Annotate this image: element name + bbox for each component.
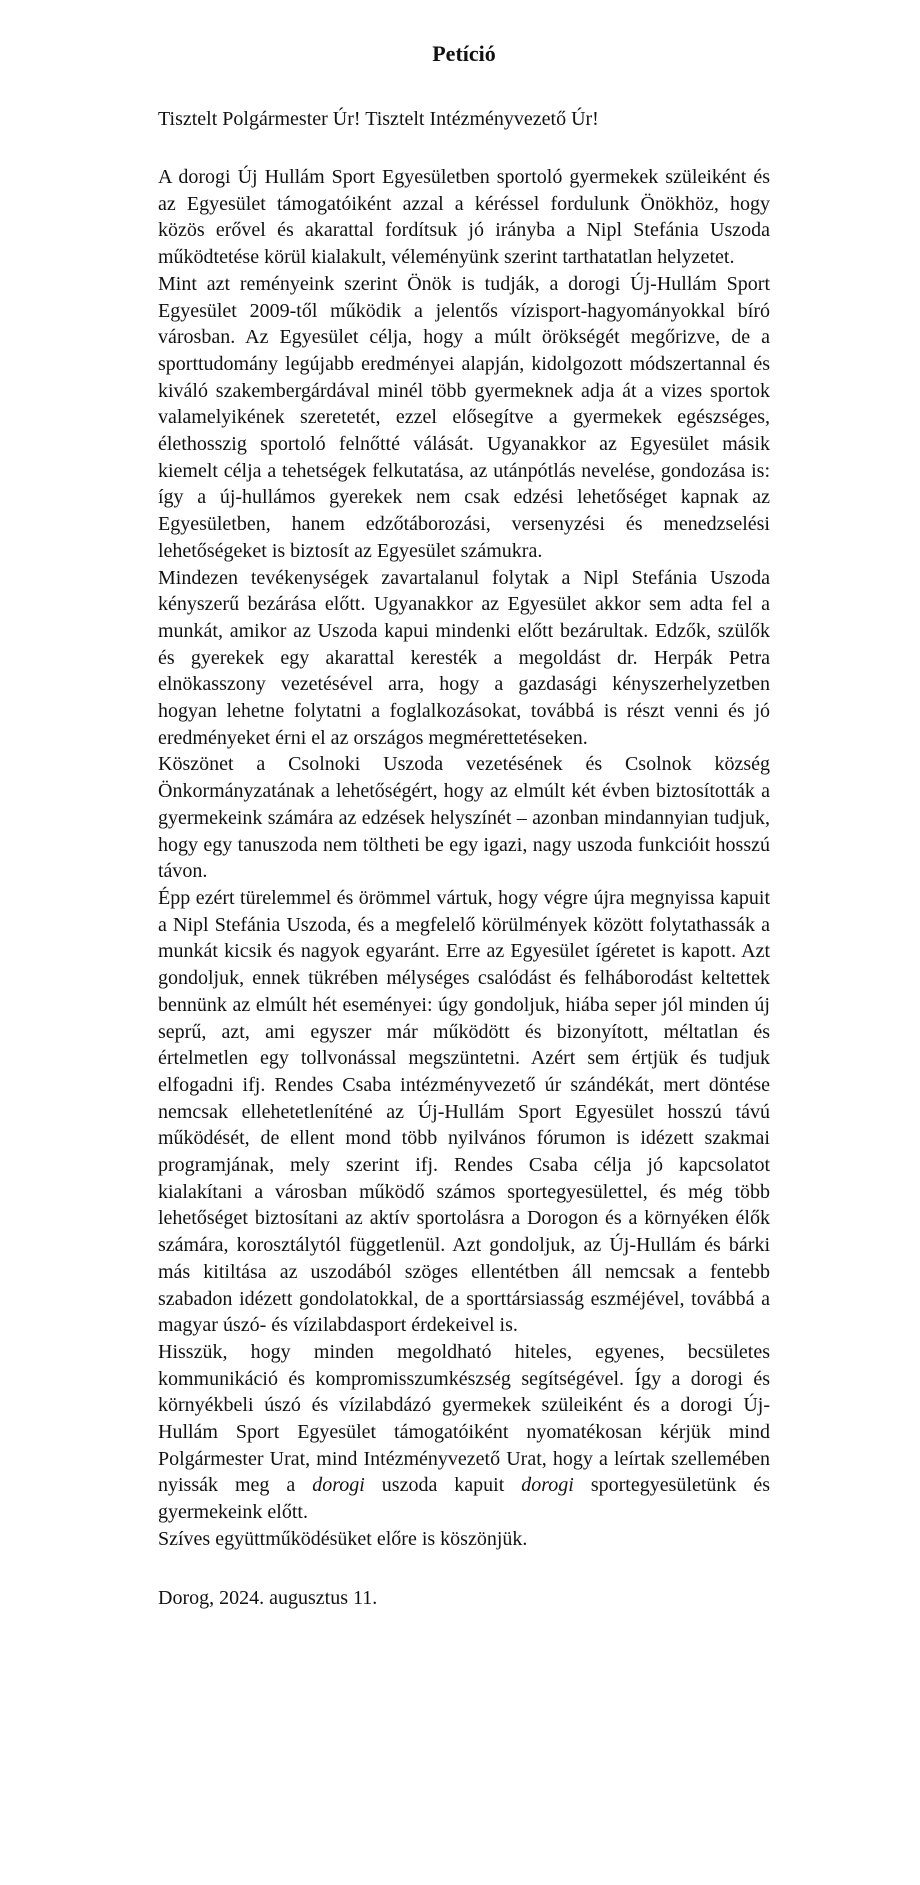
document-title: Petíció <box>432 41 496 66</box>
paragraph-appeal <box>158 1339 770 1526</box>
appeal-text-3: sportegyesületünk és gyermekeink előtt. <box>158 1474 770 1524</box>
paragraph-request: A dorogi Új Hullám Sport Egyesületben sportoló gyermekek szüleiként és az Egyesület támogatóiként azzal a kéréssel fordulunk Önökhöz, hogy közös erővel és akarattal fordítsuk jó irányba a Nipl Stefánia Uszoda működtetése körül kialakult, véleményünk szerint tarthatatlan helyzetet. <box>158 166 770 269</box>
salutation: Tisztelt Polgármester Úr! Tisztelt Intézményvezető Úr! <box>158 108 599 130</box>
appeal-italic-dorogi-2: dorogi <box>521 1474 574 1497</box>
appeal-text-2: uszoda kapuit <box>364 1474 522 1497</box>
appeal-italic-dorogi-1: dorogi <box>312 1474 365 1497</box>
document-body <box>158 164 770 1553</box>
paragraph-disappointment: Épp ezért türelemmel és örömmel vártuk, hogy végre újra megnyissa kapuit a Nipl Stefánia Uszoda, és a megfelelő körülmények között folytathassák a munkát kicsik és nagyok egyaránt. Erre az Egyesület ígéretet is kapott. Azt gondoljuk, ennek tükrében mélységes csalódást és felháborodást keltettek bennünk az elmúlt hét eseményei: úgy gondoljuk, hiába seper jól minden új seprű, azt, ami egyszer már működött és bizonyított, méltatlan és értelmetlen egy tollvonással megszüntetni. Azért sem értjük és tudjuk elfogadni ifj. Rendes Csaba intézményvezető úr szándékát, mert döntése nemcsak ellehetetleníténé az Új-Hullám Sport Egyesület hosszú távú működését, de ellent mond több nyilvános fórumon is idézett szakmai programjának, mely szerint ifj. Rendes Csaba célja jó kapcsolatot kialakítani a városban működő számos sportegyesülettel, és még több lehetőséget biztosítani az aktív sportolásra a Dorogon és a környéken élők számára, korosztálytól függetlenül. Azt gondoljuk, az Új-Hullám és bárki más kitiltása az uszodából szöges ellentétben áll nemcsak a fentebb szabadon idézett gondolatokkal, de a sporttársiasság eszméjével, továbbá a magyar úszó- és vízilabdasport érdekeivel is. <box>158 886 770 1337</box>
paragraph-association-intro: Mint azt reményeink szerint Önök is tudják, a dorogi Új-Hullám Sport Egyesület 2009-től működik a jelentős vízisport-hagyományokkal bíró városban. Az Egyesület célja, hogy a múlt örökségét megőrizve, de a sporttudomány legújabb eredményei alapján, kidolgozott módszertannal és kiváló szakembergárdával minél több gyermeknek adja át a vizes sportok valamelyikének szeretetét, ezzel elősegítve a gyermekek egészséges, élethosszig sportoló felnőtté válását. Ugyanakkor az Egyesület másik kiemelt célja a tehetségek felkutatása, az utánpótlás nevelése, gondozása is: így a új-hullámos gyerekek nem csak edzési lehetőséget kapnak az Egyesületben, hanem edzőtáborozási, versenyzési és menedzselési lehetőségeket is biztosít az Egyesület számukra. <box>158 272 770 562</box>
paragraph-closure: Mindezen tevékenységek zavartalanul folytak a Nipl Stefánia Uszoda kényszerű bezárása előtt. Ugyanakkor az Egyesület akkor sem adta fel a munkát, amikor az Uszoda kapui mindenki előtt bezárultak. Edzők, szülők és gyerekek egy akarattal keresték a megoldást dr. Herpák Petra elnökasszony vezetésével arra, hogy a gazdasági kényszerhelyzetben hogyan lehetne folytatni a foglalkozásokat, továbbá is részt venni és jó eredményeket érni el az országos megmérettetéseken. <box>158 566 770 749</box>
paragraph-thanks: Köszönet a Csolnoki Uszoda vezetésének és Csolnok község Önkormányzatának a lehetőségért, hogy az elmúlt két évben biztosították a gyermekeink számára az edzések helyszínét – azonban mindannyian tudjuk, hogy egy tanuszoda nem töltheti be egy igazi, nagy uszoda funkcióit hosszú távon. <box>158 753 770 883</box>
dateline: Dorog, 2024. augusztus 11. <box>158 1586 378 1609</box>
closing-line: Szíves együttműködésüket előre is köszönjük. <box>158 1527 528 1550</box>
appeal-text-1: Hisszük, hogy minden megoldható hiteles, egyenes, becsületes kommunikáció és kompromisszumkészség segítségével. Így a dorogi és környékbeli úszó és vízilabdázó gyermekek szüleiként és a dorogi Új-Hullám Sport Egyesület támogatóiként nyomatékosan kérjük mind Polgármester Urat, mind Intézményvezető Urat, hogy a leírtak szellemében nyissák meg a <box>158 1340 770 1497</box>
